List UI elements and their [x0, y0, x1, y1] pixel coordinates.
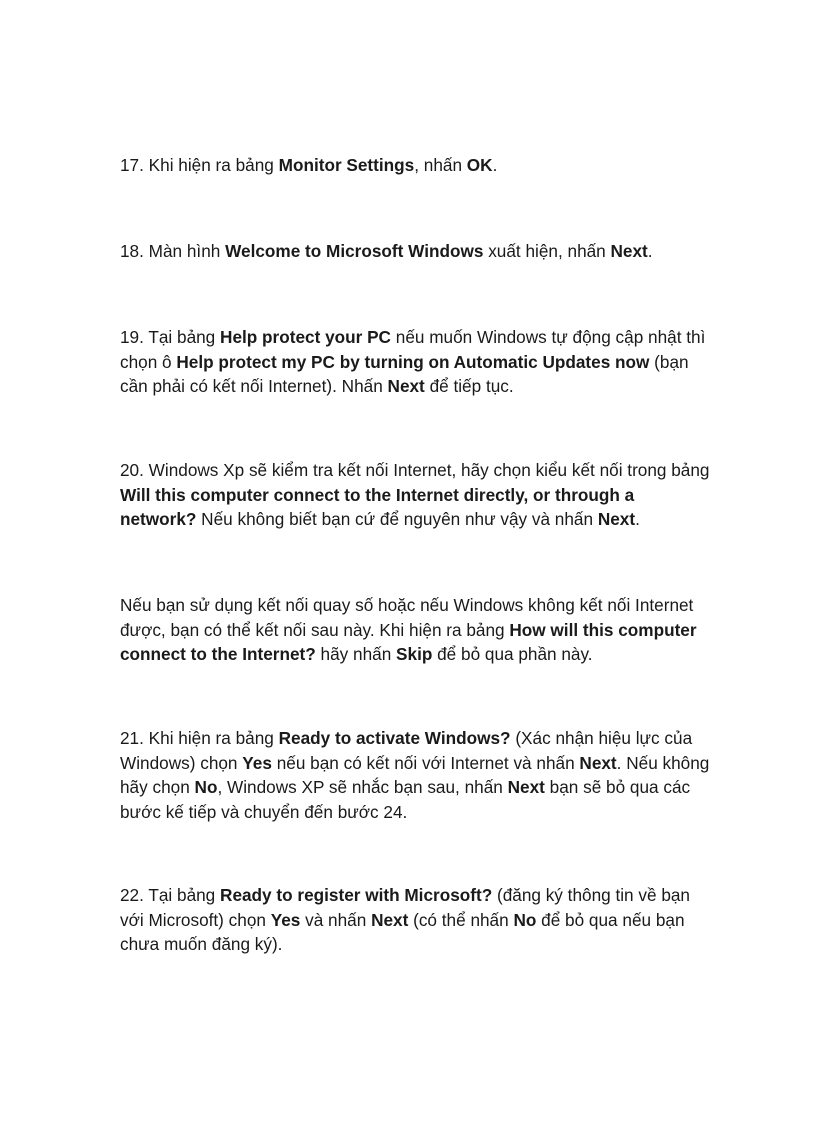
- paragraph-step-20: [120, 458, 710, 532]
- bold-term: Next: [597, 509, 636, 529]
- bold-term: Help protect your PC: [220, 327, 391, 347]
- text-segment: Nếu không biết bạn cứ để nguyên như vậy và nhấn: [196, 509, 598, 529]
- bold-term: Next: [387, 376, 425, 396]
- bold-term: Next: [610, 241, 648, 261]
- text-segment: 20. Windows Xp sẽ kiểm tra kết nối Internet, hãy chọn kiểu kết nối trong bảng: [120, 460, 710, 480]
- text-segment: xuất hiện, nhấn: [483, 241, 611, 261]
- text-segment: Nếu bạn sử dụng kết nối quay số hoặc nếu Windows không kết nối Internet được, bạn có thể kết nối sau này. Khi hiện ra bảng: [120, 595, 694, 640]
- bold-term: No: [194, 777, 218, 797]
- text-segment: .: [647, 241, 653, 261]
- bold-term: Yes: [242, 752, 272, 773]
- bold-term: Next: [371, 909, 409, 930]
- text-segment: (đăng ký thông tin về bạn với Microsoft) chọn: [120, 885, 690, 930]
- text-segment: , nhấn: [414, 155, 467, 175]
- bold-term: Ready to register with Microsoft?: [220, 885, 493, 905]
- text-segment: (bạn cần phải có kết nối Internet). Nhấn: [120, 351, 689, 396]
- text-segment: .: [492, 155, 498, 175]
- paragraph-step-18: [120, 239, 710, 264]
- paragraph-step-21: [120, 726, 710, 824]
- text-segment: hãy nhấn: [315, 644, 397, 664]
- paragraph-step-17: [120, 153, 710, 178]
- bold-term: Welcome to Microsoft Windows: [225, 241, 484, 261]
- text-segment: nếu bạn có kết nối với Internet và nhấn: [271, 752, 580, 773]
- bold-term: Monitor Settings: [278, 155, 415, 175]
- paragraph-dialup-note: [120, 593, 710, 667]
- bold-term: Next: [507, 777, 545, 797]
- bold-term: How will this computer connect to the Internet?: [120, 619, 697, 664]
- bold-term: Next: [579, 752, 617, 773]
- text-segment: bạn sẽ bỏ qua các bước kế tiếp và chuyển đến bước 24.: [120, 777, 691, 822]
- text-segment: 22. Tại bảng: [120, 885, 221, 905]
- text-segment: để bỏ qua phần này.: [432, 644, 593, 664]
- text-segment: 19. Tại bảng: [120, 327, 221, 347]
- text-segment: .: [635, 509, 640, 529]
- bold-term: Yes: [270, 909, 301, 930]
- text-segment: để bỏ qua nếu bạn chưa muốn đăng ký).: [120, 909, 685, 954]
- bold-term: Help protect my PC by turning on Automatic Updates now: [176, 351, 650, 372]
- text-segment: . Nếu không hãy chọn: [120, 752, 710, 797]
- text-segment: 21. Khi hiện ra bảng: [120, 728, 279, 748]
- text-segment: nếu muốn Windows tự động cập nhật thì chọn ô: [120, 327, 706, 372]
- text-segment: và nhấn: [300, 909, 372, 930]
- text-segment: 17. Khi hiện ra bảng: [120, 155, 279, 175]
- bold-term: Ready to activate Windows?: [278, 728, 511, 748]
- bold-term: No: [513, 909, 537, 930]
- text-segment: (có thể nhấn: [408, 909, 514, 930]
- text-segment: để tiếp tục.: [424, 376, 514, 396]
- bold-term: OK: [466, 155, 493, 175]
- bold-term: Skip: [396, 644, 433, 664]
- paragraph-step-22: [120, 883, 710, 957]
- text-segment: , Windows XP sẽ nhắc bạn sau, nhấn: [217, 777, 508, 797]
- paragraph-step-19: [120, 325, 710, 399]
- bold-term: Will this computer connect to the Internet directly, or through a network?: [120, 484, 635, 529]
- text-segment: (Xác nhận hiệu lực của Windows) chọn: [120, 728, 693, 773]
- text-segment: 18. Màn hình: [120, 241, 226, 261]
